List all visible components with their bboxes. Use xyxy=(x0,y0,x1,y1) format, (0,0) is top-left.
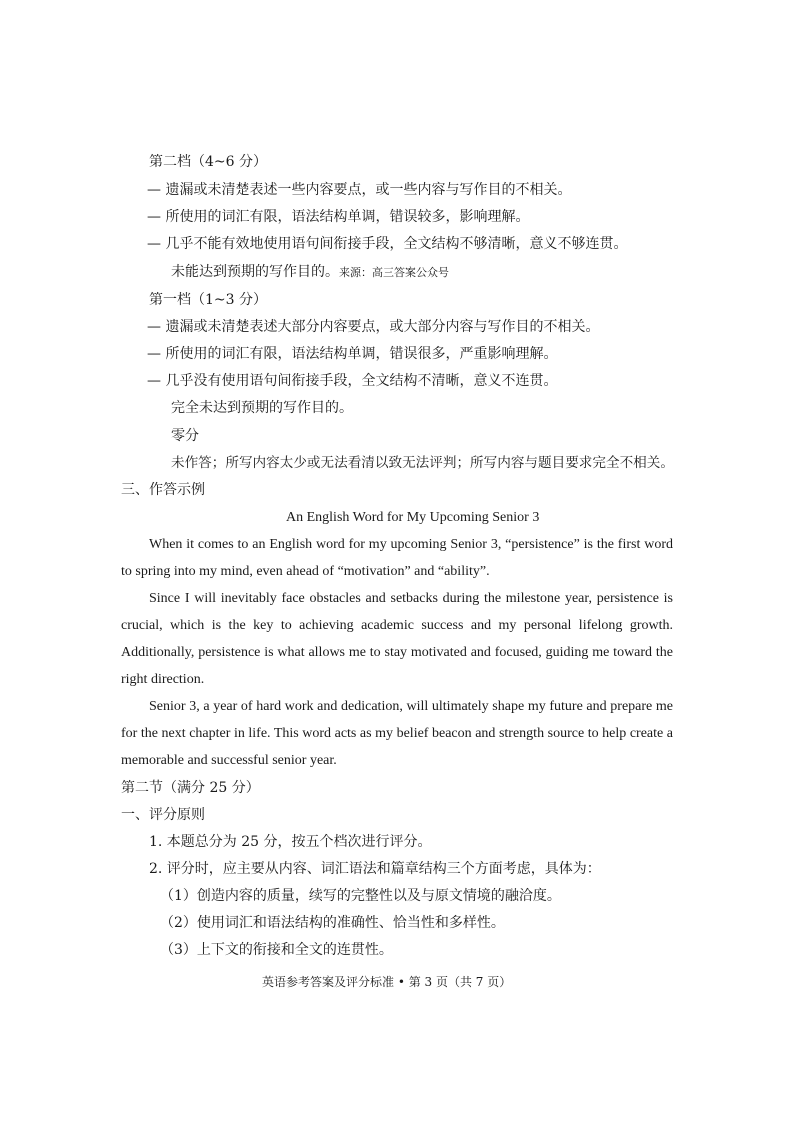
essay-title: An English Word for My Upcoming Senior 3 xyxy=(286,510,540,525)
essay-line-1: When it comes to an English word for my upcoming Senior 3, “persistence” is the first word xyxy=(149,537,673,552)
band1-item-2: — 所使用的词汇有限，语法结构单调，错误很多，严重影响理解。 xyxy=(147,346,558,362)
essay-line-2: to spring into my mind, even ahead of “motivation” and “ability”. xyxy=(121,564,490,579)
essay-line-7: Senior 3, a year of hard work and dedication, will ultimately shape my future and prepare me xyxy=(149,699,673,714)
source-note: 来源：高三答案公众号 xyxy=(339,266,449,279)
page-footer: 英语参考答案及评分标准 • 第 3 页（共 7 页） xyxy=(262,975,512,989)
essay-line-9: memorable and successful senior year. xyxy=(121,753,337,768)
essay-line-4: crucial, which is the key to achieving academic success and my personal lifelong growth. xyxy=(121,618,673,633)
band2-item-2: — 所使用的词汇有限，语法结构单调，错误较多，影响理解。 xyxy=(147,209,530,225)
band1-conclusion: 完全未达到预期的写作目的。 xyxy=(171,400,353,416)
principle-1: 1. 本题总分为 25 分，按五个档次进行评分。 xyxy=(149,834,432,850)
criterion-3: （3）上下文的衔接和全文的连贯性。 xyxy=(160,942,393,958)
band2-conclusion: 未能达到预期的写作目的。 xyxy=(171,264,339,280)
sample-section-title: 三、作答示例 xyxy=(121,482,205,498)
band2-item-3: — 几乎不能有效地使用语句间衔接手段，全文结构不够清晰，意义不够连贯。 xyxy=(147,236,628,252)
band0-heading: 零分 xyxy=(171,428,199,444)
band1-heading: 第一档（1~3 分） xyxy=(149,292,267,308)
criterion-2: （2）使用词汇和语法结构的准确性、恰当性和多样性。 xyxy=(160,915,505,931)
band1-item-1: — 遗漏或未清楚表述大部分内容要点，或大部分内容与写作目的不相关。 xyxy=(147,319,600,335)
section2-heading: 第二节（满分 25 分） xyxy=(121,780,260,796)
band1-item-3: — 几乎没有使用语句间衔接手段，全文结构不清晰，意义不连贯。 xyxy=(147,373,558,389)
essay-line-5: Additionally, persistence is what allows me to stay motivated and focused, guiding me toward the xyxy=(121,645,673,660)
essay-line-8: for the next chapter in life. This word acts as my belief beacon and strength source to help create a xyxy=(121,726,673,741)
essay-line-6: right direction. xyxy=(121,672,205,687)
band2-conclusion-line xyxy=(171,262,449,283)
band0-text: 未作答；所写内容太少或无法看清以致无法评判；所写内容与题目要求完全不相关。 xyxy=(171,455,674,471)
principle-2: 2. 评分时，应主要从内容、词汇语法和篇章结构三个方面考虑，具体为： xyxy=(149,861,601,877)
principles-title: 一、评分原则 xyxy=(121,807,205,823)
essay-line-3: Since I will inevitably face obstacles and setbacks during the milestone year, persistence is xyxy=(149,591,673,606)
band2-heading: 第二档（4~6 分） xyxy=(149,154,267,170)
band2-item-1: — 遗漏或未清楚表述一些内容要点，或一些内容与写作目的不相关。 xyxy=(147,182,572,198)
criterion-1: （1）创造内容的质量，续写的完整性以及与原文情境的融洽度。 xyxy=(160,888,561,904)
